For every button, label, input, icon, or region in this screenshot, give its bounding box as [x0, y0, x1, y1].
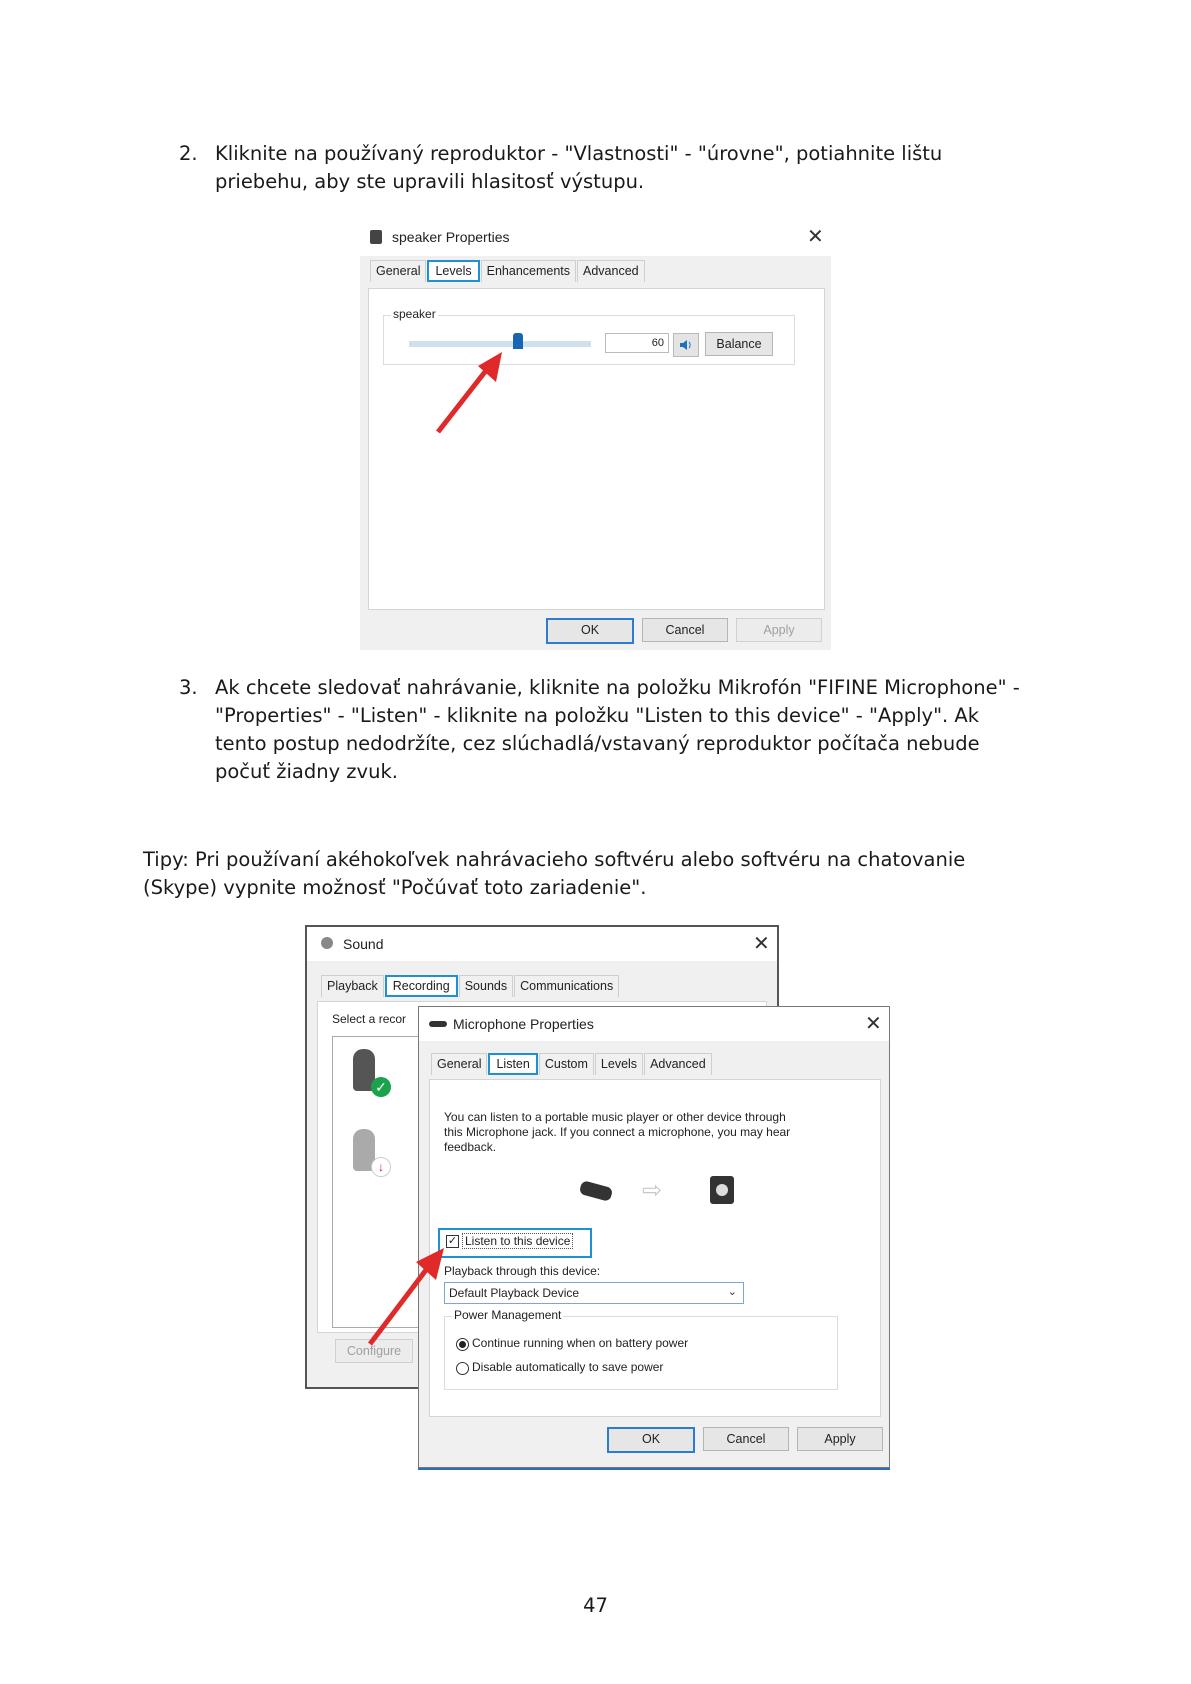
power-management-group	[444, 1316, 838, 1390]
listen-panel	[429, 1079, 881, 1417]
step3-line1: Ak chcete sledovať nahrávanie, kliknite na položku Mikrofón "FIFINE Microphone" -	[215, 676, 1020, 699]
tab-advanced[interactable]: Advanced	[644, 1053, 712, 1075]
mute-toggle-button[interactable]	[673, 333, 699, 357]
default-check-icon: ✓	[371, 1077, 391, 1097]
radio-disable-label[interactable]: Disable automatically to save power	[472, 1360, 664, 1374]
step2-line2: priebehu, aby ste upravili hlasitosť výstupu.	[215, 170, 645, 193]
step3-line2: "Properties" - "Listen" - kliknite na položku "Listen to this device" - "Apply". Ak	[215, 704, 980, 727]
chevron-down-icon: ⌄	[727, 1286, 737, 1298]
listen-checkbox[interactable]: ✓	[447, 1235, 458, 1247]
balance-button[interactable]: Balance	[705, 332, 773, 356]
mic-tab-strip	[431, 1053, 713, 1075]
arrow-annotation-icon	[364, 1240, 454, 1350]
page-number: 47	[583, 1594, 608, 1617]
radio-continue-running[interactable]	[456, 1338, 469, 1351]
dialog-title: speaker Properties	[392, 229, 510, 245]
listen-description-3: feedback.	[444, 1140, 497, 1154]
step3-number: 3.	[179, 676, 198, 699]
tab-general[interactable]: General	[370, 260, 426, 282]
tab-levels[interactable]: Levels	[427, 260, 479, 282]
right-arrow-icon: ⇨	[642, 1177, 663, 1204]
tab-custom[interactable]: Custom	[539, 1053, 594, 1075]
radio-disable-automatically[interactable]	[456, 1362, 469, 1375]
speaker-group-label: speaker	[393, 307, 436, 321]
tab-sounds[interactable]: Sounds	[459, 975, 513, 997]
tip-line1: Tipy: Pri používaní akéhokoľvek nahrávacieho softvéru alebo softvéru na chatovanie	[143, 848, 966, 871]
sound-close-icon[interactable]: ✕	[753, 933, 770, 955]
tab-playback[interactable]: Playback	[321, 975, 384, 997]
speaker-icon	[370, 230, 382, 244]
mic-dialog-title: Microphone Properties	[453, 1016, 594, 1032]
apply-button[interactable]: Apply	[797, 1427, 883, 1451]
playback-label: Playback through this device:	[444, 1264, 601, 1278]
step3-line4: počuť žiadny zvuk.	[215, 760, 398, 783]
sound-dialog-title: Sound	[343, 936, 384, 952]
tip-line2: (Skype) vypnite možnosť "Počúvať toto zariadenie".	[143, 876, 647, 899]
apply-button[interactable]: Apply	[736, 618, 822, 642]
playback-device-select[interactable]	[444, 1282, 744, 1304]
select-device-text: Select a recor	[332, 1012, 407, 1026]
radio-continue-label[interactable]: Continue running when on battery power	[472, 1336, 689, 1350]
step2-number: 2.	[179, 142, 198, 165]
cancel-button[interactable]: Cancel	[703, 1427, 789, 1451]
tab-recording[interactable]: Recording	[385, 975, 458, 997]
listen-description-2: this Microphone jack. If you connect a microphone, you may hear	[444, 1125, 791, 1139]
microphone-properties-dialog	[418, 1006, 890, 1468]
tab-general[interactable]: General	[431, 1053, 487, 1075]
listen-checkbox-label[interactable]: Listen to this device	[462, 1233, 573, 1249]
levels-panel	[368, 288, 825, 610]
tab-enhancements[interactable]: Enhancements	[481, 260, 576, 282]
configure-button[interactable]: Configure	[335, 1339, 413, 1363]
tab-advanced[interactable]: Advanced	[577, 260, 645, 282]
tab-levels[interactable]: Levels	[595, 1053, 643, 1075]
tab-strip	[370, 260, 646, 282]
speaker-volume-icon	[674, 334, 698, 356]
speaker-device-icon	[710, 1176, 734, 1204]
tab-communications[interactable]: Communications	[514, 975, 619, 997]
disabled-arrow-icon: ↓	[371, 1157, 391, 1177]
close-icon[interactable]: ✕	[807, 226, 824, 248]
microphone-device-icon	[579, 1180, 614, 1202]
power-management-label: Power Management	[454, 1308, 562, 1322]
volume-slider-track[interactable]	[409, 341, 591, 347]
sound-icon	[321, 937, 333, 949]
ok-button[interactable]: OK	[607, 1427, 695, 1453]
step3-line3: tento postup nedodržíte, cez slúchadlá/vstavaný reproduktor počítača nebude	[215, 732, 980, 755]
listen-description-1: You can listen to a portable music player or other device through	[444, 1110, 786, 1124]
level-value-input[interactable]: 60	[605, 333, 669, 353]
volume-slider-thumb[interactable]	[513, 333, 523, 349]
playback-device-value: Default Playback Device	[449, 1286, 580, 1300]
tab-listen[interactable]: Listen	[488, 1053, 537, 1075]
step2-line1: Kliknite na používaný reproduktor - "Vlastnosti" - "úrovne", potiahnite lištu	[215, 142, 943, 165]
microphone-icon	[429, 1021, 447, 1027]
ok-button[interactable]: OK	[546, 618, 634, 644]
sound-tab-strip	[321, 975, 620, 997]
mic-close-icon[interactable]: ✕	[865, 1013, 882, 1035]
arrow-annotation-icon	[430, 350, 510, 440]
cancel-button[interactable]: Cancel	[642, 618, 728, 642]
